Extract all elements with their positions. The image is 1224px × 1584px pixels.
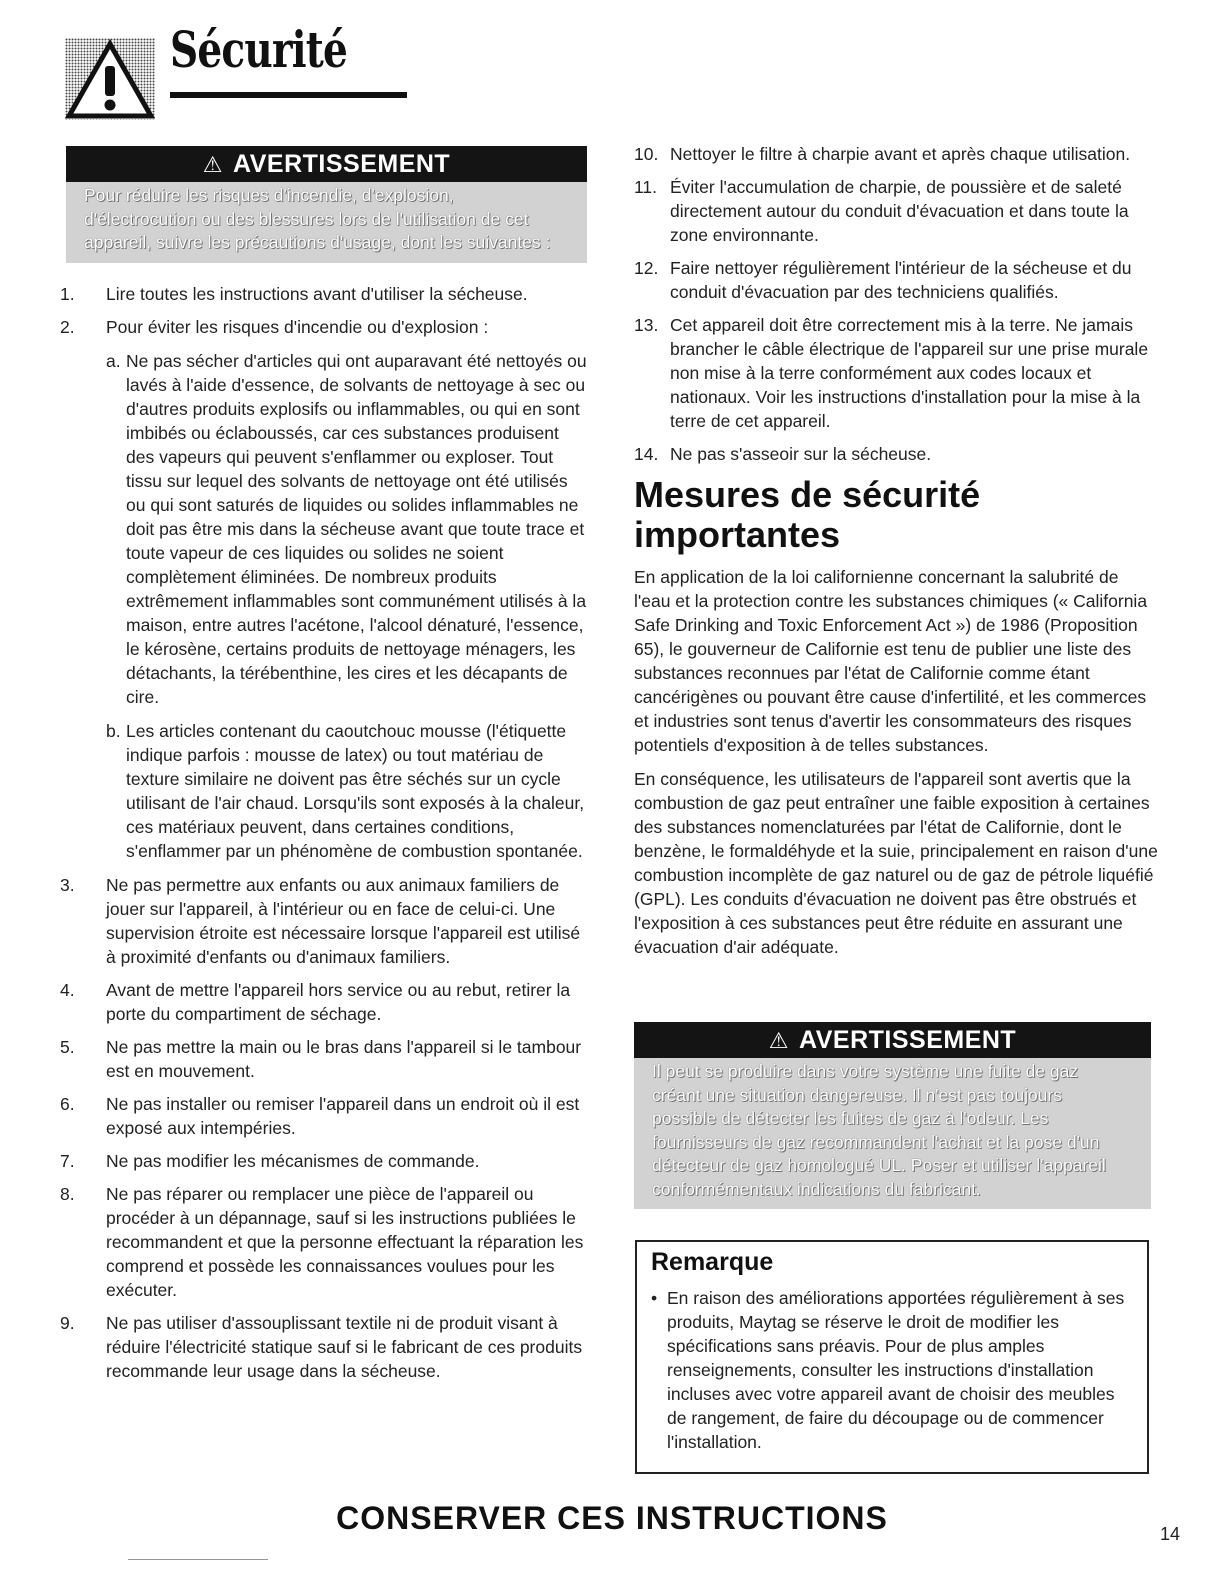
item-text: Éviter l'accumulation de charpie, de poussière et de saleté directement autour du conduit d'évacuation et dans toute la zone environnante. xyxy=(670,177,1129,245)
item-text: Ne pas réparer ou remplacer une pièce de l'appareil ou procéder à un dépannage, sauf si les instructions publiées le recommandent et que la personne effectuant la réparation les comprend et possède les connaissances voulues pour les exécuter. xyxy=(106,1184,584,1300)
section-paragraph: En application de la loi californienne concernant la salubrité de l'eau et la protection contre les substances chimiques (« California Safe Drinking and Toxic Enforcement Act ») de 1986 (Proposition 65), le gouverneur de Californie est tenu de publier une liste des substances reconnues par l'état de Californie comme étant cancérigènes ou pouvant être cause d'infertilité, et les commerces et industries sont tenus d'avertir les consommateurs des risques potentiels d'exposition à de telles substances. xyxy=(634,567,1148,755)
footer-divider xyxy=(128,1559,268,1560)
warning-triangle-icon xyxy=(65,38,155,120)
list-item xyxy=(60,873,590,969)
sub-item-label: b. xyxy=(106,721,121,741)
sub-item-text: Les articles contenant du caoutchouc mousse (l'étiquette indique parfois : mousse de latex) ou tout matériau de texture similaire ne doivent pas être séchés sur un cycle utilisant de l'air chaud. Lorsqu'ils sont exposés à la chaleur, ces matériaux peuvent, dans certaines conditions, s'enflammer par un phénomène de combustion spontanée. xyxy=(126,721,585,861)
list-item xyxy=(60,1035,590,1083)
list-item xyxy=(634,313,1159,433)
item-number: 14. xyxy=(634,444,659,464)
remark-item xyxy=(651,1286,1133,1454)
item-number: 3. xyxy=(60,875,75,895)
list-item xyxy=(60,1311,590,1383)
warning-body xyxy=(634,1058,1151,1209)
warning-heading xyxy=(66,146,587,182)
warning-triangle-icon: ⚠ xyxy=(768,1028,790,1053)
item-text: Ne pas installer ou remiser l'appareil dans un endroit où il est exposé aux intempéries. xyxy=(106,1094,580,1138)
list-item xyxy=(60,1092,590,1140)
item-number: 11. xyxy=(634,177,658,197)
item-number: 6. xyxy=(60,1094,75,1114)
item-number: 7. xyxy=(60,1151,75,1171)
list-item xyxy=(60,1182,590,1302)
item-number: 9. xyxy=(60,1313,75,1333)
item-text: Ne pas s'asseoir sur la sécheuse. xyxy=(670,444,932,464)
item-text: Pour éviter les risques d'incendie ou d'explosion : xyxy=(106,317,489,337)
instruction-list-continued xyxy=(634,142,1159,466)
warning-line: fournisseurs de gaz recommandent l'achat et la pose d'un xyxy=(652,1131,1100,1152)
sub-list-item xyxy=(106,349,590,709)
list-item xyxy=(634,142,1159,166)
item-text: Ne pas permettre aux enfants ou aux animaux familiers de jouer sur l'appareil, à l'intérieur ou en face de celui-ci. Une supervision étroite est nécessaire lorsque l'appareil est utilisé à proximité d'enfants ou d'animaux familiers. xyxy=(106,875,581,967)
item-text: Avant de mettre l'appareil hors service ou au rebut, retirer la porte du compartiment de séchage. xyxy=(106,980,571,1024)
page-header xyxy=(60,18,360,118)
warning-heading-text: AVERTISSEMENT xyxy=(799,1026,1017,1054)
item-number: 8. xyxy=(60,1184,75,1204)
sub-list xyxy=(106,349,590,863)
sub-list-item xyxy=(106,719,590,863)
item-text: Nettoyer le filtre à charpie avant et après chaque utilisation. xyxy=(670,144,1131,164)
bullet-icon: • xyxy=(651,1288,658,1308)
remark-title: Remarque xyxy=(651,1248,774,1276)
warning-line: d'électrocution ou des blessures lors de l'utilisation de cet xyxy=(84,208,529,229)
item-text: Ne pas modifier les mécanismes de commande. xyxy=(106,1151,480,1171)
list-item xyxy=(60,282,590,306)
warning-box-1 xyxy=(66,146,587,263)
item-text: Ne pas mettre la main ou le bras dans l'appareil si le tambour est en mouvement. xyxy=(106,1037,582,1081)
warning-line: possible de détecter les fuites de gaz à l'odeur. Les xyxy=(652,1108,1049,1128)
list-item xyxy=(634,256,1159,304)
item-number: 12. xyxy=(634,258,659,278)
footer-title: CONSERVER CES INSTRUCTIONS xyxy=(336,1500,888,1536)
item-text: Ne pas utiliser d'assouplissant textile ni de produit visant à réduire l'électricité statique sauf si le fabricant de ces produits recommande leur usage dans la sécheuse. xyxy=(106,1313,583,1381)
remark-text: En raison des améliorations apportées régulièrement à ses produits, Maytag se réserve le droit de modifier les spécifications sans préavis. Pour de plus amples renseignements, consulter les instructions d'installation incluses avec votre appareil avant de choisir des meubles de rangement, de faire du découpage ou de commencer l'installation. xyxy=(667,1288,1125,1452)
item-number: 5. xyxy=(60,1037,75,1057)
list-item xyxy=(60,1149,590,1173)
warning-heading-text: AVERTISSEMENT xyxy=(233,150,451,178)
item-number: 1. xyxy=(60,284,75,304)
item-number: 2. xyxy=(60,317,75,337)
warning-line: appareil, suivre les précautions d'usage, dont les suivantes : xyxy=(84,232,551,252)
item-text: Lire toutes les instructions avant d'utiliser la sécheuse. xyxy=(106,284,528,304)
list-item xyxy=(634,442,1159,466)
list-item xyxy=(60,978,590,1026)
warning-heading xyxy=(634,1022,1151,1058)
item-number: 4. xyxy=(60,980,75,1000)
warning-line: créant une situation dangereuse. Il n'est pas toujours xyxy=(652,1084,1062,1105)
page-number: 14 xyxy=(1160,1524,1181,1544)
item-number: 10. xyxy=(634,144,659,164)
sub-item-label: a. xyxy=(106,351,121,371)
warning-body xyxy=(66,182,587,263)
section-paragraph: En conséquence, les utilisateurs de l'appareil sont avertis que la combustion de gaz peut entraîner une faible exposition à certaines des substances nomenclaturées par l'état de Californie, dont le benzène, le formaldéhyde et la suie, principalement en raison d'une combustion incomplète de gaz naturel ou de gaz de pétrole liquéfié (GPL). Les conduits d'évacuation ne doivent pas être obstrués et l'exposition à ces substances peut être réduite en assurant une évacuation d'air adéquate. xyxy=(634,769,1158,957)
remark-list xyxy=(651,1286,1133,1454)
section-heading: Mesures de sécurité importantes xyxy=(634,474,981,555)
warning-line: détecteur de gaz homologué UL. Poser et utiliser l'appareil xyxy=(652,1155,1106,1175)
left-column xyxy=(60,282,590,1392)
title-underline xyxy=(170,92,407,98)
warning-line: conformémentaux indications du fabricant. xyxy=(652,1178,981,1199)
sub-item-text: Ne pas sécher d'articles qui ont auparavant été nettoyés ou lavés à l'aide d'essence, de solvants de nettoyage à sec ou d'autres produits explosifs ou inflammables, ou qui en sont imbibés ou éclaboussés, car ces substances produisent des vapeurs qui peuvent s'enflammer ou exploser. Tout tissu sur lequel des solvants de nettoyage ont été utilisés ou qui sont saturés de liquides ou solides inflammables ne doit pas être mis dans la sécheuse avant que toute trace et toute vapeur de ces liquides ou solides ne soient complètement éliminées. De nombreux produits extrêmement inflammables sont communément utilisés à la maison, entre autres l'acétone, l'alcool dénaturé, l'essence, le kérosène, certains produits de nettoyage ménagers, les détachants, la térébenthine, les cires et les décapants de cire. xyxy=(126,351,587,707)
warning-line: Il peut se produire dans votre système une fuite de gaz xyxy=(652,1061,1079,1081)
page-title: Sécurité xyxy=(170,20,348,79)
item-number: 13. xyxy=(634,315,659,335)
instruction-list xyxy=(60,282,590,1383)
remark-box xyxy=(635,1240,1149,1474)
item-text: Cet appareil doit être correctement mis à la terre. Ne jamais brancher le câble électrique de l'appareil sur une prise murale non mise à la terre conformément aux codes locaux et nationaux. Voir les instructions d'installation pour la mise à la terre de cet appareil. xyxy=(670,315,1149,431)
warning-line: Pour réduire les risques d'incendie, d'explosion, xyxy=(84,185,454,205)
item-text: Faire nettoyer régulièrement l'intérieur de la sécheuse et du conduit d'évacuation par des techniciens qualifiés. xyxy=(670,258,1132,302)
list-item xyxy=(60,315,590,863)
list-item xyxy=(634,175,1159,247)
warning-box-2 xyxy=(634,1022,1151,1209)
warning-triangle-icon: ⚠ xyxy=(202,152,224,177)
right-column xyxy=(634,142,1159,969)
